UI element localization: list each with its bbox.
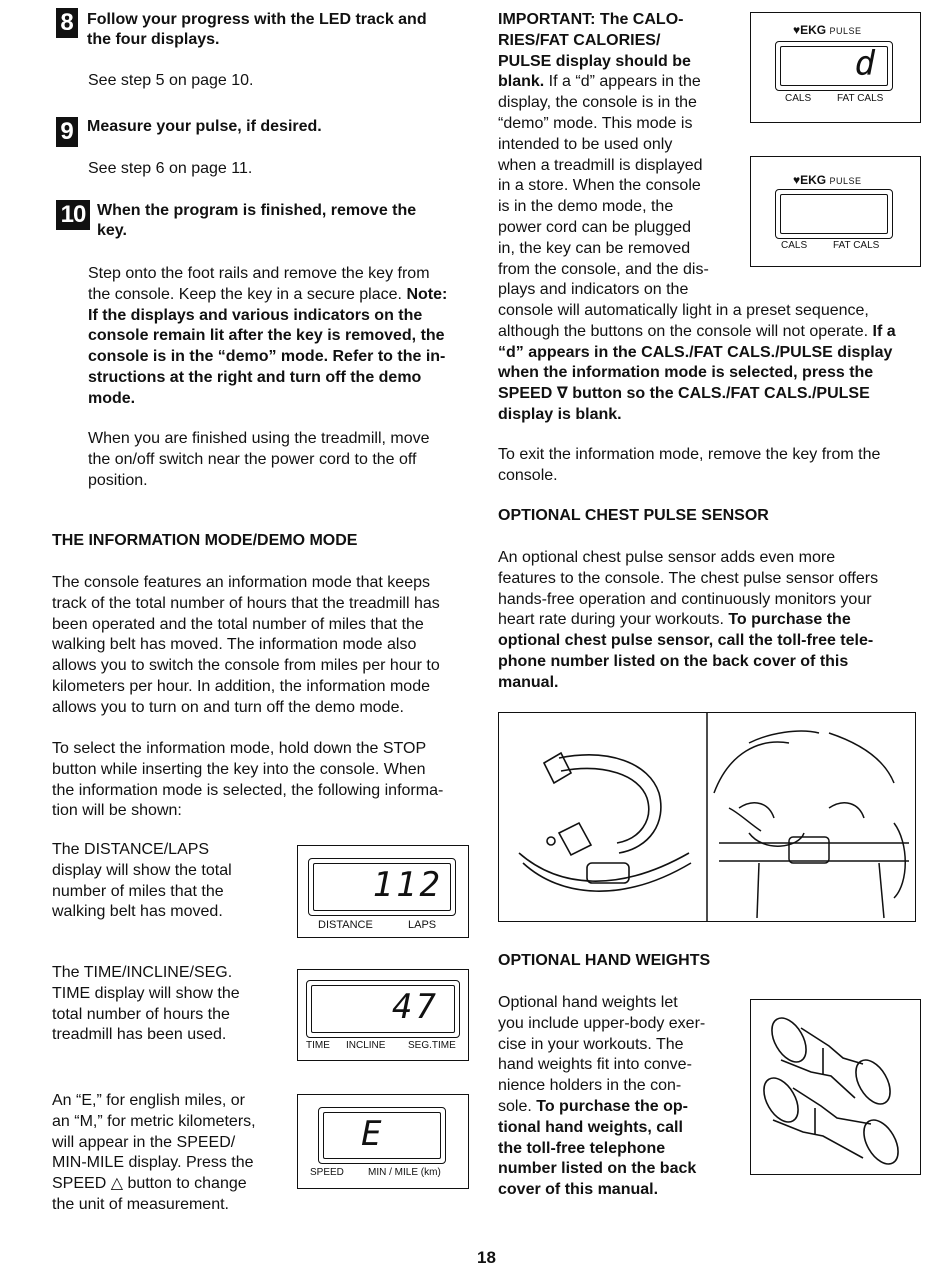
pulse-display-header: ♥EKG PULSE xyxy=(793,173,862,187)
lcd-screen xyxy=(306,980,460,1038)
lcd-value: 47 xyxy=(392,987,439,1027)
time-display-figure xyxy=(297,969,469,1061)
display-label: FAT CALS xyxy=(837,93,884,104)
lcd-value: E xyxy=(361,1114,385,1154)
step-9-title: Measure your pulse, if desired. xyxy=(87,118,322,135)
dumbbell-image xyxy=(751,1000,921,1175)
lcd-value: d xyxy=(854,44,878,84)
display-label: MIN / MILE (km) xyxy=(368,1167,441,1178)
chest-sensor-illustration xyxy=(498,712,916,922)
important-paragraph-wide: console will automatically light in a preset sequence, although the buttons on the console will not operate. If a “d” appears in the CALS./FAT CALS./PULSE display when the information mode is selected, press the SPEED ∇ button so the CALS./FAT CALS./PULSE display is blank. xyxy=(498,302,896,423)
speed-description: An “E,” for english miles, or an “M,” for metric kilometers, will appear in the SPEED/ MIN-MILE display. Press the SPEED △ button to change the unit of measurement. xyxy=(52,1092,256,1213)
step-8-title: Follow your progress with the LED track and the four displays. xyxy=(87,11,427,48)
important-paragraph-narrow: IMPORTANT: The CALO- RIES/FAT CALORIES/ PULSE display should be blank. If a “d” appears in the display, the console is in the “demo” mode. This mode is intended to be used only when a treadmill is displayed in a store. When the console is in the demo mode, the power cord can be plugged in, the key can be removed from the console, and the dis- plays and indicators on the xyxy=(498,11,709,299)
page-number: 18 xyxy=(477,1248,496,1267)
display-label: CALS xyxy=(785,93,812,104)
lcd-screen xyxy=(775,189,893,239)
display-label: FAT CALS xyxy=(833,240,880,251)
info-mode-paragraph: The console features an information mode that keeps track of the total number of hours that the treadmill has been operated and the total number of miles that the walking belt has moved. The information mode also allows you to switch the console from miles per hour to kilometers per hour. In addition, the information mode allows you to turn on and turn off the demo mode. xyxy=(52,574,440,716)
time-description: The TIME/INCLINE/SEG. TIME display will show the total number of hours the treadmill has been used. xyxy=(52,964,240,1044)
chest-sensor-paragraph: An optional chest pulse sensor adds even more features to the console. The chest pulse sensor offers hands-free operation and continuously monitors your heart rate during your workouts. To purchase the optional chest pulse sensor, call the toll-free tele- phone number listed on the back cover of this manual. xyxy=(498,549,879,691)
step-number-badge: 8 xyxy=(56,8,78,38)
display-label: TIME xyxy=(306,1040,330,1051)
step-8-body: See step 5 on page 10. xyxy=(88,72,254,89)
pulse-display-header: ♥EKG PULSE xyxy=(793,23,862,37)
step-9-body: See step 6 on page 11. xyxy=(88,160,253,177)
step-10-title: When the program is finished, remove the key. xyxy=(97,202,417,239)
display-label: DISTANCE xyxy=(318,919,373,931)
pulse-display-blank-figure xyxy=(750,156,921,267)
display-label: LAPS xyxy=(408,919,437,931)
distance-description: The DISTANCE/LAPS display will show the total number of miles that the walking belt has moved. xyxy=(52,841,232,921)
display-label: SEG.TIME xyxy=(408,1040,456,1051)
step-number-badge: 9 xyxy=(56,117,78,147)
speed-display-figure xyxy=(297,1094,469,1189)
chest-strap-image xyxy=(499,713,916,922)
hand-weights-illustration xyxy=(750,999,921,1175)
lcd-value: 112 xyxy=(372,865,443,905)
step-10-paragraph-2: When you are finished using the treadmill, move the on/off switch near the power cord to the off position. xyxy=(88,430,430,489)
info-mode-heading: THE INFORMATION MODE/DEMO MODE xyxy=(52,532,358,549)
pulse-display-demo-figure xyxy=(750,12,921,123)
hand-weights-paragraph: Optional hand weights let you include upper-body exer- cise in your workouts. The hand weights fit into conve- nience holders in the con- sole. To purchase the op- tional hand weights, call the toll-free telephone number listed on the back cover of this manual. xyxy=(498,994,706,1199)
step-10-paragraph: Step onto the foot rails and remove the key from the console. Keep the key in a secure place. Note: If the displays and various indicators on the console remain lit after the key is removed, the console is in the “demo” mode. Refer to the in- structions at the right and turn off the demo mode. xyxy=(88,265,448,407)
display-label: INCLINE xyxy=(346,1040,386,1051)
lcd-screen xyxy=(775,41,893,91)
display-label: SPEED xyxy=(310,1167,344,1178)
lcd-screen xyxy=(318,1107,446,1164)
display-label: CALS xyxy=(781,240,808,251)
hand-weights-heading: OPTIONAL HAND WEIGHTS xyxy=(498,952,711,969)
distance-display-figure xyxy=(297,845,469,938)
chest-sensor-heading: OPTIONAL CHEST PULSE SENSOR xyxy=(498,507,769,524)
step-number-badge: 10 xyxy=(56,200,90,230)
exit-info-paragraph: To exit the information mode, remove the key from the console. xyxy=(498,446,881,484)
info-mode-paragraph-2: To select the information mode, hold down the STOP button while inserting the key into the console. When the information mode is selected, the following informa- tion will be shown: xyxy=(52,740,444,820)
lcd-screen xyxy=(308,858,456,916)
